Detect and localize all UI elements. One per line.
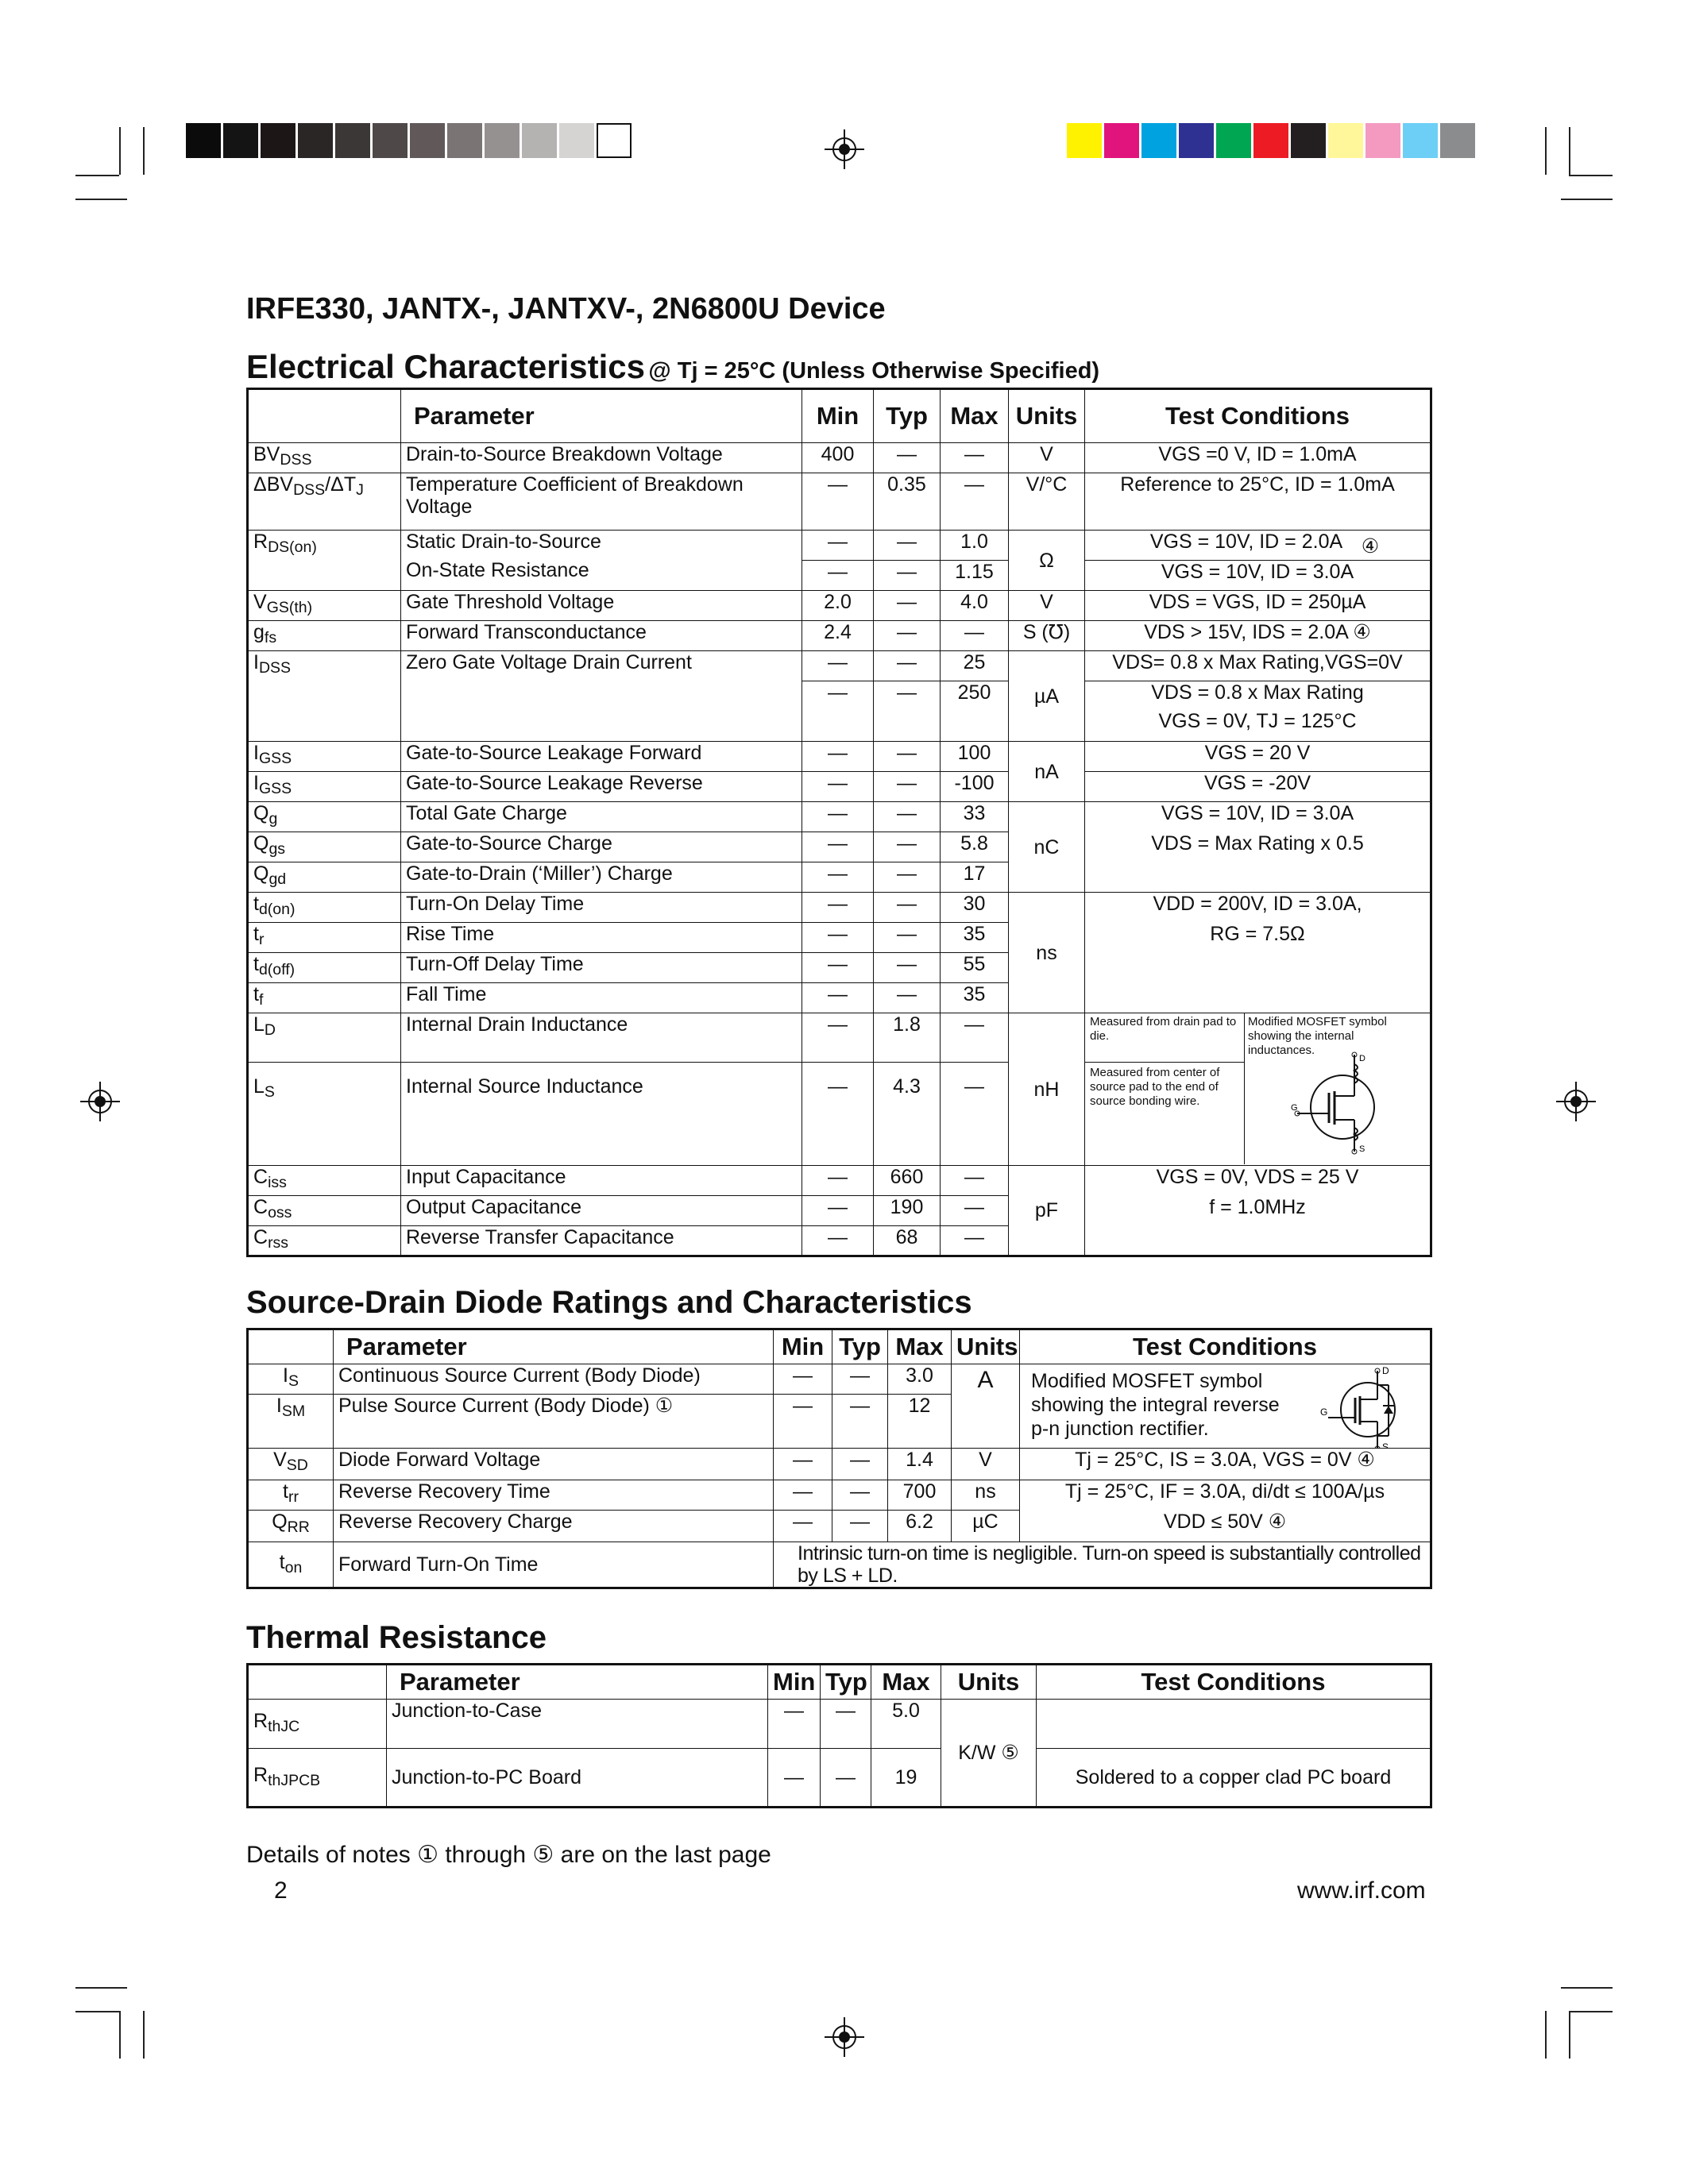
parameter-name: Gate-to-Source Leakage Forward (401, 742, 802, 772)
max-value: -100 (941, 772, 1009, 802)
max-value: 17 (941, 862, 1009, 893)
parameter-name: Junction-to-PC Board (387, 1749, 768, 1808)
parameter-name: Gate-to-Source Charge (401, 832, 802, 862)
symbol: $L_D$ (248, 1013, 401, 1063)
col-max: Max (871, 1665, 941, 1700)
symbol: $V_{GS(th)}$ (248, 591, 401, 621)
test-condition: VGS = 10V, ID = 2.0A ④ (1085, 531, 1431, 561)
min-value: — (802, 742, 874, 772)
symbol: $BV_{DSS}$ (248, 443, 401, 473)
symbol: $t_{d(on)}$ (248, 893, 401, 923)
electrical-subtitle: @ Tj = 25°C (Unless Otherwise Specified) (648, 358, 1100, 384)
min-value: — (802, 473, 874, 531)
test-condition (1037, 1700, 1431, 1749)
table-row (248, 1542, 1431, 1588)
parameter-name: Turn-Off Delay Time (401, 953, 802, 983)
electrical-characteristics-table (246, 388, 1432, 1257)
min-value: 2.4 (802, 621, 874, 651)
parameter-name: Reverse Recovery Charge (334, 1511, 774, 1542)
max-value: 35 (941, 983, 1009, 1013)
table-row (248, 621, 1431, 651)
max-value: — (941, 1226, 1009, 1256)
gray-swatch (410, 123, 445, 158)
min-value: — (802, 531, 874, 561)
max-value: 33 (941, 802, 1009, 832)
table-row (248, 443, 1431, 473)
col-test-conditions: Test Conditions (1037, 1665, 1431, 1700)
inductance-test-conditions (1085, 1013, 1431, 1166)
table-row (248, 651, 1431, 681)
test-condition: VGS = 20 V (1085, 742, 1431, 772)
typ-value: — (874, 893, 941, 923)
typ-value: — (874, 742, 941, 772)
min-value: — (802, 561, 874, 591)
typ-value: — (874, 621, 941, 651)
col-typ: Typ (821, 1665, 871, 1700)
units: Ω (1009, 531, 1085, 591)
max-value: 6.2 (888, 1511, 952, 1542)
diode-table (246, 1328, 1432, 1589)
col-parameter: Parameter (334, 1329, 774, 1364)
typ-value: — (874, 443, 941, 473)
gray-swatch (298, 123, 333, 158)
symbol: $I_{GSS}$ (248, 772, 401, 802)
parameter-name: Gate-to-Drain (‘Miller’) Charge (401, 862, 802, 893)
gray-swatch (597, 123, 632, 158)
color-swatch (1104, 123, 1139, 158)
symbol: $t_f$ (248, 983, 401, 1013)
svg-text:S: S (1382, 1441, 1389, 1453)
units: nH (1009, 1013, 1085, 1166)
table-row (248, 802, 1431, 832)
gray-swatch (447, 123, 482, 158)
units: µC (952, 1511, 1020, 1542)
units: ns (1009, 893, 1085, 1013)
symbol: $Q_{gd}$ (248, 862, 401, 893)
units: ns (952, 1480, 1020, 1511)
units: nC (1009, 802, 1085, 893)
parameter-name: Diode Forward Voltage (334, 1449, 774, 1480)
electrical-heading (246, 348, 1099, 386)
registration-mark-icon (1556, 1082, 1596, 1121)
symbol-note: Modified MOSFET symbol showing the internal inductances. (1248, 1015, 1387, 1057)
units: S (℧) (1009, 621, 1085, 651)
typ-value: — (874, 651, 941, 681)
gray-swatch (485, 123, 520, 158)
page-number: 2 (274, 1877, 288, 1904)
min-value: — (802, 953, 874, 983)
symbol: $R_{DS(on)}$ (248, 531, 401, 591)
max-value: 25 (941, 651, 1009, 681)
typ-value: 660 (874, 1166, 941, 1196)
units: pF (1009, 1166, 1085, 1256)
parameter-name: Junction-to-Case (387, 1700, 768, 1749)
typ-value: — (821, 1749, 871, 1808)
gray-swatch (559, 123, 594, 158)
symbol: $V_{SD}$ (248, 1449, 334, 1480)
symbol: $t_{d(off)}$ (248, 953, 401, 983)
typ-value: — (874, 953, 941, 983)
typ-value: — (832, 1511, 888, 1542)
max-value: 30 (941, 893, 1009, 923)
symbol: $L_S$ (248, 1063, 401, 1166)
thermal-title: Thermal Resistance (246, 1620, 547, 1655)
typ-value: — (832, 1395, 888, 1449)
col-typ: Typ (874, 389, 941, 443)
min-value: — (802, 1063, 874, 1166)
min-value: — (768, 1749, 821, 1808)
parameter-name: Rise Time (401, 923, 802, 953)
typ-value: — (832, 1449, 888, 1480)
symbol: $C_{iss}$ (248, 1166, 401, 1196)
header-row (248, 1329, 1431, 1364)
parameter-name: Output Capacitance (401, 1196, 802, 1226)
svg-text:G: G (1291, 1103, 1298, 1113)
drain-inductance-note: Measured from drain pad to die. (1085, 1013, 1244, 1063)
parameter-name: Gate-to-Source Leakage Reverse (401, 772, 802, 802)
col-parameter: Parameter (401, 389, 802, 443)
symbol: $Q_{RR}$ (248, 1511, 334, 1542)
max-value: — (941, 1166, 1009, 1196)
test-condition: VGS = 10V, ID = 3.0A (1085, 561, 1431, 591)
symbol: $C_{oss}$ (248, 1196, 401, 1226)
symbol: $I_{DSS}$ (248, 651, 401, 742)
test-condition: VDS= 0.8 x Max Rating,VGS=0V (1085, 651, 1431, 681)
max-value: 250 (941, 681, 1009, 742)
typ-value: — (874, 772, 941, 802)
col-units: Units (952, 1329, 1020, 1364)
color-swatch (1179, 123, 1214, 158)
max-value: 1.4 (888, 1449, 952, 1480)
parameter-name: Gate Threshold Voltage (401, 591, 802, 621)
test-condition: VDS > 15V, IDS = 2.0A ④ (1085, 621, 1431, 651)
max-value: — (941, 473, 1009, 531)
test-condition (1020, 1364, 1431, 1453)
gray-swatch (261, 123, 295, 158)
gray-swatch (373, 123, 408, 158)
source-inductance-note: Measured from center of source pad to the end of source bonding wire. (1090, 1066, 1220, 1108)
max-value: — (941, 1063, 1009, 1166)
gray-swatch (186, 123, 221, 158)
typ-value: — (874, 561, 941, 591)
col-test-conditions: Test Conditions (1085, 389, 1431, 443)
symbol: $R_{thJPCB}$ (248, 1749, 387, 1808)
parameter-name: Forward Transconductance (401, 621, 802, 651)
gray-swatch (335, 123, 370, 158)
symbol: $Q_{gs}$ (248, 832, 401, 862)
parameter-name: Internal Source Inductance (401, 1063, 802, 1166)
min-value: — (802, 651, 874, 681)
diode-title: Source-Drain Diode Ratings and Characteristics (246, 1285, 972, 1320)
typ-value: — (874, 802, 941, 832)
table-row (248, 742, 1431, 772)
rectifier-note: Modified MOSFET symbol showing the integral reverse p-n junction rectifier. (1031, 1370, 1280, 1440)
max-value: 19 (871, 1749, 941, 1808)
mosfet-inductance-symbol-icon (1291, 1051, 1386, 1155)
test-condition: VDS = 0.8 x Max Rating VGS = 0V, TJ = 125°C (1085, 681, 1431, 742)
parameter-name: Reverse Transfer Capacitance (401, 1226, 802, 1256)
test-condition: Soldered to a copper clad PC board (1037, 1749, 1431, 1808)
color-swatch (1365, 123, 1400, 158)
min-value: — (802, 1166, 874, 1196)
typ-value: — (832, 1480, 888, 1511)
note-ref: ④ (1361, 535, 1380, 558)
test-condition: VGS =0 V, ID = 1.0mA (1085, 443, 1431, 473)
typ-value: — (874, 681, 941, 742)
units: V (952, 1449, 1020, 1480)
color-swatch (1403, 123, 1438, 158)
table-row (248, 772, 1431, 802)
svg-text:S: S (1359, 1144, 1365, 1154)
units: V (1009, 591, 1085, 621)
min-value: — (802, 1013, 874, 1063)
symbol: $t_{on}$ (248, 1542, 334, 1588)
units: K/W ⑤ (941, 1700, 1037, 1808)
symbol: $t_{rr}$ (248, 1480, 334, 1511)
col-min: Min (802, 389, 874, 443)
parameter-name: Continuous Source Current (Body Diode) (334, 1364, 774, 1395)
svg-text:D: D (1359, 1054, 1365, 1063)
min-value: — (802, 832, 874, 862)
min-value: — (774, 1364, 832, 1395)
typ-value: — (874, 591, 941, 621)
max-value: 700 (888, 1480, 952, 1511)
max-value: 4.0 (941, 591, 1009, 621)
max-value: 5.8 (941, 832, 1009, 862)
max-value: 100 (941, 742, 1009, 772)
color-swatch (1291, 123, 1326, 158)
typ-value: — (874, 531, 941, 561)
table-row (248, 893, 1431, 923)
typ-value: — (874, 832, 941, 862)
min-value: — (802, 923, 874, 953)
min-value: 2.0 (802, 591, 874, 621)
col-units: Units (941, 1665, 1037, 1700)
typ-value: — (821, 1700, 871, 1749)
color-swatch (1216, 123, 1251, 158)
min-value: — (774, 1395, 832, 1449)
table-row (248, 531, 1431, 561)
test-condition: VDS = VGS, ID = 250µA (1085, 591, 1431, 621)
gray-swatch (522, 123, 557, 158)
parameter-name: Pulse Source Current (Body Diode) ① (334, 1395, 774, 1449)
typ-value: — (874, 983, 941, 1013)
col-min: Min (774, 1329, 832, 1364)
min-value: — (802, 983, 874, 1013)
max-value: 1.15 (941, 561, 1009, 591)
table-row (248, 1166, 1431, 1196)
units: nA (1009, 742, 1085, 802)
max-value: — (941, 1196, 1009, 1226)
table-row (248, 1013, 1431, 1063)
min-value: — (774, 1511, 832, 1542)
typ-value: — (874, 923, 941, 953)
min-value: — (802, 1196, 874, 1226)
test-condition: Tj = 25°C, IF = 3.0A, di/dt ≤ 100A/µs VDD ≤ 50V ④ (1020, 1480, 1431, 1542)
parameter-name: Static Drain-to-Source On-State Resistance (401, 531, 802, 591)
symbol: $\Delta BV_{DSS}/\Delta T_J$ (248, 473, 401, 531)
parameter-name: Turn-On Delay Time (401, 893, 802, 923)
max-value: — (941, 443, 1009, 473)
min-value: — (802, 681, 874, 742)
color-swatch (1067, 123, 1102, 158)
min-value: — (802, 772, 874, 802)
max-value: — (941, 1013, 1009, 1063)
symbol: $C_{rss}$ (248, 1226, 401, 1256)
min-value: — (768, 1700, 821, 1749)
symbol: $g_{fs}$ (248, 621, 401, 651)
col-typ: Typ (832, 1329, 888, 1364)
min-value: — (774, 1449, 832, 1480)
max-value: 3.0 (888, 1364, 952, 1395)
max-value: — (941, 621, 1009, 651)
test-condition: VGS = 10V, ID = 3.0A VDS = Max Rating x 0.5 (1085, 802, 1431, 893)
header-row (248, 1665, 1431, 1700)
units: V/°C (1009, 473, 1085, 531)
color-swatch (1141, 123, 1176, 158)
device-title: IRFE330, JANTX-, JANTXV-, 2N6800U Device (246, 292, 886, 326)
color-swatch (1328, 123, 1363, 158)
table-row (248, 1480, 1431, 1511)
col-test-conditions: Test Conditions (1020, 1329, 1431, 1364)
table-row (248, 1364, 1431, 1395)
test-condition: Tj = 25°C, IS = 3.0A, VGS = 0V ④ (1020, 1449, 1431, 1480)
max-value: 35 (941, 923, 1009, 953)
svg-text:D: D (1382, 1366, 1389, 1376)
typ-value: 4.3 (874, 1063, 941, 1166)
parameter-name: Fall Time (401, 983, 802, 1013)
color-swatch (1440, 123, 1475, 158)
notes-reference: Details of notes ① through ⑤ are on the last page (246, 1842, 771, 1868)
units: µA (1009, 651, 1085, 742)
registration-mark-icon (825, 129, 864, 169)
col-units: Units (1009, 389, 1085, 443)
table-row (248, 473, 1431, 531)
color-swatch (1253, 123, 1288, 158)
test-condition: VGS = -20V (1085, 772, 1431, 802)
thermal-table (246, 1663, 1432, 1808)
min-value: — (802, 802, 874, 832)
parameter-name: Temperature Coefficient of Breakdown Voltage (401, 473, 802, 531)
col-max: Max (888, 1329, 952, 1364)
min-value: — (802, 1226, 874, 1256)
test-condition: Reference to 25°C, ID = 1.0mA (1085, 473, 1431, 531)
symbol: $Q_g$ (248, 802, 401, 832)
mosfet-rectifier-symbol-icon (1320, 1366, 1416, 1453)
parameter-name: Drain-to-Source Breakdown Voltage (401, 443, 802, 473)
col-parameter: Parameter (387, 1665, 768, 1700)
max-value: 55 (941, 953, 1009, 983)
electrical-title: Electrical Characteristics (246, 348, 645, 385)
table-row (248, 1749, 1431, 1808)
min-value: — (774, 1480, 832, 1511)
registration-mark-icon (80, 1082, 120, 1121)
symbol: $I_{GSS}$ (248, 742, 401, 772)
typ-value: 190 (874, 1196, 941, 1226)
col-min: Min (768, 1665, 821, 1700)
min-value: 400 (802, 443, 874, 473)
typ-value: — (874, 862, 941, 893)
units: V (1009, 443, 1085, 473)
typ-value: 0.35 (874, 473, 941, 531)
col-max: Max (941, 389, 1009, 443)
symbol: $I_{SM}$ (248, 1395, 334, 1449)
typ-value: 68 (874, 1226, 941, 1256)
test-condition: VDD = 200V, ID = 3.0A, RG = 7.5Ω (1085, 893, 1431, 1013)
symbol: $t_r$ (248, 923, 401, 953)
table-row (248, 591, 1431, 621)
table-row (248, 1449, 1431, 1480)
parameter-name: Total Gate Charge (401, 802, 802, 832)
max-value: 1.0 (941, 531, 1009, 561)
min-value: — (802, 862, 874, 893)
registration-mark-icon (825, 2017, 864, 2057)
min-value: — (802, 893, 874, 923)
svg-text:G: G (1320, 1406, 1328, 1418)
max-value: 5.0 (871, 1700, 941, 1749)
parameter-name: Internal Drain Inductance (401, 1013, 802, 1063)
parameter-name: Forward Turn-On Time (334, 1542, 774, 1588)
header-row (248, 389, 1431, 443)
test-condition: VGS = 0V, VDS = 25 V f = 1.0MHz (1085, 1166, 1431, 1256)
website-link[interactable]: www.irf.com (1297, 1877, 1426, 1904)
gray-swatch (223, 123, 258, 158)
units: A (952, 1364, 1020, 1449)
turn-on-note: Intrinsic turn-on time is negligible. Turn-on speed is substantially controlled by LS + LD. (774, 1542, 1431, 1588)
table-row (248, 1700, 1431, 1749)
typ-value: — (832, 1364, 888, 1395)
parameter-name: Input Capacitance (401, 1166, 802, 1196)
parameter-name: Reverse Recovery Time (334, 1480, 774, 1511)
parameter-name: Zero Gate Voltage Drain Current (401, 651, 802, 742)
symbol: $I_S$ (248, 1364, 334, 1395)
max-value: 12 (888, 1395, 952, 1449)
symbol: $R_{thJC}$ (248, 1700, 387, 1749)
typ-value: 1.8 (874, 1013, 941, 1063)
